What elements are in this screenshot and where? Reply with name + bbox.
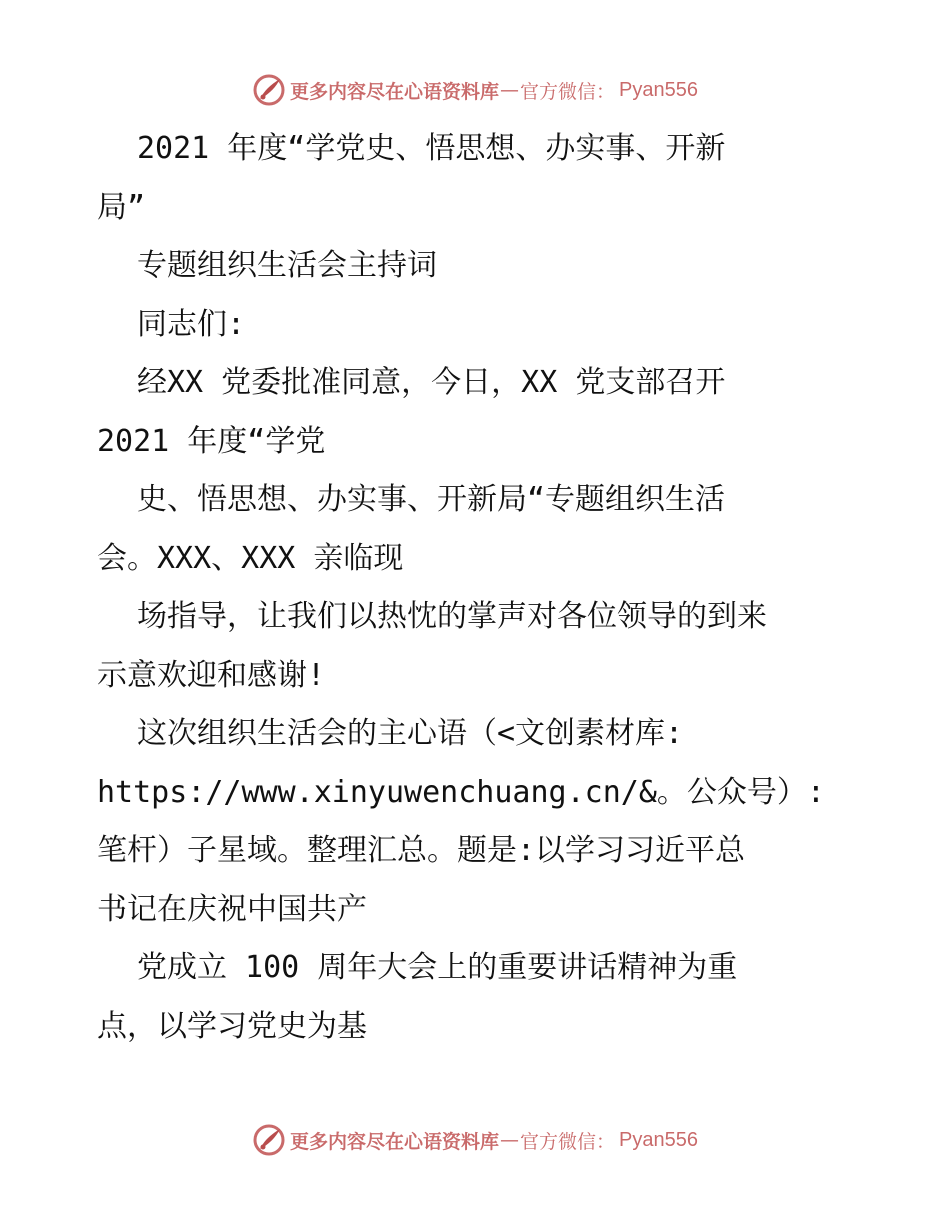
paragraph-line: 这次组织生活会的主心语（<文创素材库: xyxy=(137,716,684,751)
paragraph-line: 经XX 党委批准同意，今日，XX 党支部召开 xyxy=(137,365,726,400)
paragraph-line: 2021 年度“学党 xyxy=(97,423,326,459)
watermark-label: 官方微信： xyxy=(520,1130,616,1153)
watermark-wechat-id: Pyan556 xyxy=(619,1128,698,1151)
paragraph-line: https://www.xinyuwenchuang.cn/&。公众号）: xyxy=(97,774,825,810)
title-line-1: 2021 年度“学党史、悟思想、办实事、开新 xyxy=(137,131,726,166)
footer-watermark xyxy=(0,1120,950,1160)
watermark-main-text: 更多内容尽在心语资料库 xyxy=(290,1130,500,1153)
paragraph-line: 党成立 100 周年大会上的重要讲话精神为重 xyxy=(137,950,738,985)
watermark-separator: — xyxy=(500,1129,520,1151)
paragraph-line: 笔杆）子星域。整理汇总。题是:以学习习近平总 xyxy=(97,833,746,868)
paragraph-line: 点，以学习党史为基 xyxy=(97,1008,367,1044)
watermark-main-text: 更多内容尽在心语资料库 xyxy=(290,80,500,103)
watermark-label: 官方微信： xyxy=(520,80,616,103)
title-line-2: 局” xyxy=(97,189,146,225)
paragraph-line: 书记在庆祝中国共产 xyxy=(97,891,367,927)
watermark-wechat-id: Pyan556 xyxy=(619,78,698,101)
paragraph-line: 示意欢迎和感谢! xyxy=(97,657,326,693)
quill-circle-logo-icon xyxy=(252,73,286,107)
watermark-separator: — xyxy=(500,79,520,101)
paragraph-line: 史、悟思想、办实事、开新局“专题组织生活 xyxy=(137,482,726,517)
paragraph-line: 场指导，让我们以热忱的掌声对各位领导的到来 xyxy=(137,599,767,634)
document-body xyxy=(97,120,897,1056)
header-watermark xyxy=(0,70,950,110)
salutation-line: 同志们: xyxy=(137,306,246,342)
paragraph-line: 会。XXX、XXX 亲临现 xyxy=(97,540,404,576)
subtitle-line: 专题组织生活会主持词 xyxy=(137,248,437,283)
quill-circle-logo-icon xyxy=(252,1123,286,1157)
